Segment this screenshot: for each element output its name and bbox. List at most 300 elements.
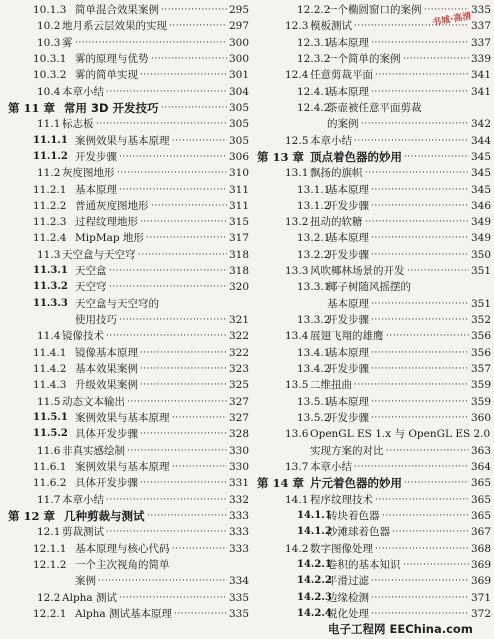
toc-entry-number: 11.2 xyxy=(37,167,61,180)
toc-entry xyxy=(255,590,494,606)
toc-dot-leader xyxy=(404,149,469,165)
toc-entry xyxy=(255,247,494,263)
toc-entry-page: 357 xyxy=(470,363,491,376)
toc-dot-leader xyxy=(127,443,227,459)
toc-entry-number: 13.1.2 xyxy=(297,199,331,212)
toc-dot-leader xyxy=(365,214,469,230)
toc-entry-number: 14.2 xyxy=(285,542,309,555)
toc-entry-page: 351 xyxy=(470,265,491,278)
toc-entry-page: 345 xyxy=(470,150,491,163)
toc-entry-number: 11.2.2 xyxy=(33,199,67,212)
toc-entry xyxy=(255,377,494,393)
toc-dot-leader xyxy=(106,328,227,344)
toc-dot-leader xyxy=(354,459,469,475)
toc-entry-number: 12.5 xyxy=(285,134,309,147)
toc-entry xyxy=(0,492,253,508)
toc-entry xyxy=(0,165,253,181)
toc-dot-leader xyxy=(371,230,469,246)
toc-entry-number: 10.1.3 xyxy=(33,4,67,16)
toc-entry-page: 369 xyxy=(470,575,491,588)
toc-entry-number: 12.2.2 xyxy=(297,4,331,16)
toc-entry-page: 315 xyxy=(228,216,249,229)
toc-entry xyxy=(255,410,494,426)
toc-entry-page: 306 xyxy=(228,150,249,163)
toc-entry-title: 基本原理与核心代码 xyxy=(75,542,170,555)
toc-entry-number: 12.3.2 xyxy=(297,52,331,65)
toc-entry-number: 12.3 xyxy=(285,20,309,33)
toc-right-column xyxy=(255,0,494,639)
toc-entry xyxy=(255,67,494,83)
toc-dot-leader xyxy=(140,214,227,230)
toc-entry-number: 11.5 xyxy=(37,395,61,408)
toc-entry-title: 雾的原理与优势 xyxy=(75,52,149,65)
toc-entry-number: 14.1.2 xyxy=(297,526,332,538)
toc-entry-number: 11.1 xyxy=(37,118,61,131)
toc-entry-page: 371 xyxy=(470,591,491,604)
toc-dot-leader xyxy=(119,590,227,606)
toc-entry-page: 349 xyxy=(470,216,491,229)
toc-entry xyxy=(255,182,494,198)
toc-entry xyxy=(0,475,253,491)
toc-entry xyxy=(0,312,253,328)
toc-entry-page: 372 xyxy=(470,607,491,620)
toc-entry-number: 13.1.1 xyxy=(297,183,331,196)
toc-entry-page: 368 xyxy=(470,542,491,555)
toc-entry-page: 300 xyxy=(228,36,249,49)
toc-dot-leader xyxy=(371,590,469,606)
toc-entry-title: 非真实感绘制 xyxy=(62,444,125,457)
toc-entry-title: 展翅飞翔的雄鹰 xyxy=(310,330,384,343)
toc-entry-title: 基本原理 xyxy=(327,183,369,196)
toc-entry xyxy=(0,35,253,51)
toc-entry-page: 337 xyxy=(470,36,491,49)
toc-entry-title: 本章小结 xyxy=(310,134,352,147)
toc-entry-title: 开发步骤 xyxy=(327,314,369,327)
toc-entry-title: 开发步骤 xyxy=(75,150,117,163)
toc-dot-leader xyxy=(371,361,469,377)
toc-entry xyxy=(255,296,494,312)
toc-dot-leader xyxy=(386,328,469,344)
toc-entry-number: 14.2.1 xyxy=(297,558,332,570)
toc-entry-number: 13.5.1 xyxy=(297,395,331,408)
toc-entry xyxy=(0,182,253,198)
toc-entry-page: 337 xyxy=(470,20,491,33)
toc-entry xyxy=(0,51,253,67)
toc-dot-leader xyxy=(371,182,469,198)
toc-entry-page: 328 xyxy=(228,428,249,441)
toc-entry-page: 341 xyxy=(470,85,491,98)
toc-dot-leader xyxy=(371,312,469,328)
toc-entry-page: 300 xyxy=(228,52,249,65)
toc-entry-title: 镜像基本原理 xyxy=(75,346,138,359)
toc-entry-title: 椰子树随风摇摆的 xyxy=(327,281,411,294)
toc-entry xyxy=(255,84,494,100)
toc-entry xyxy=(0,247,253,263)
toc-entry-title: 基本效果案例 xyxy=(75,363,138,376)
toc-entry-number: 14.1 xyxy=(285,493,309,506)
toc-entry xyxy=(0,100,253,116)
toc-entry xyxy=(255,524,494,540)
toc-entry xyxy=(0,410,253,426)
toc-dot-leader xyxy=(140,377,227,393)
toc-entry-page: 364 xyxy=(470,460,491,473)
toc-entry-title: 开发步骤 xyxy=(327,412,369,424)
toc-entry-page: 331 xyxy=(228,477,249,490)
toc-dot-leader xyxy=(147,508,227,524)
toc-entry-title: 一个椭圆窗口的案例 xyxy=(327,4,422,16)
toc-entry-title: 本章小结 xyxy=(310,460,352,473)
toc-entry-number: 13.5 xyxy=(285,379,309,392)
toc-dot-leader xyxy=(375,492,469,508)
toc-entry-number: 12.4 xyxy=(285,69,309,82)
toc-entry-number: 13.6 xyxy=(285,428,309,441)
toc-entry-number: 11.2.4 xyxy=(33,232,67,245)
toc-entry-title: 基本原理 xyxy=(327,346,369,359)
toc-dot-leader xyxy=(354,377,469,393)
toc-entry-number: 10.3.1 xyxy=(33,52,67,65)
toc-dot-leader xyxy=(109,263,227,279)
toc-dot-leader xyxy=(375,541,469,557)
toc-entry-number: 11.1.1 xyxy=(33,134,68,146)
toc-entry-title: 一个主次视角的简单 xyxy=(75,558,170,571)
toc-entry xyxy=(0,590,253,606)
toc-entry xyxy=(255,133,494,149)
toc-entry-title: 基本原理 xyxy=(327,36,369,49)
toc-entry-page: 335 xyxy=(228,607,249,620)
toc-dot-leader xyxy=(119,149,227,165)
toc-entry xyxy=(255,51,494,67)
toc-dot-leader xyxy=(371,394,469,410)
toc-entry-number: 13.2.2 xyxy=(297,248,331,261)
toc-dot-leader xyxy=(127,394,227,410)
toc-entry-title: 基本原理 xyxy=(327,395,369,408)
toc-entry-number: 10.3.2 xyxy=(33,69,67,82)
toc-entry xyxy=(255,557,494,573)
toc-entry-page: 351 xyxy=(470,297,491,310)
toc-dot-leader xyxy=(172,459,227,475)
toc-entry-title: 扭动的软糖 xyxy=(310,216,363,229)
toc-dot-leader xyxy=(371,573,469,589)
toc-entry xyxy=(0,345,253,361)
toc-entry-number: 14.2.4 xyxy=(297,607,332,619)
toc-dot-leader xyxy=(403,51,469,67)
toc-entry-number: 11.7 xyxy=(37,493,61,506)
toc-entry-title: 开发步骤 xyxy=(327,248,369,261)
toc-entry-number: 11.1.2 xyxy=(33,150,68,162)
toc-dot-leader xyxy=(371,247,469,263)
toc-dot-leader xyxy=(382,508,469,524)
toc-entry-page: 365 xyxy=(470,509,491,522)
toc-dot-leader xyxy=(172,410,227,426)
toc-entry-page: 305 xyxy=(228,118,249,131)
watermark-stamp: 书城·高清 xyxy=(431,11,473,29)
toc-entry-title: 任意剪裁平面 xyxy=(310,69,373,82)
toc-entry xyxy=(255,345,494,361)
toc-entry-title: 茶壶被任意平面剪裁 xyxy=(327,101,422,114)
toc-entry-number: 12.1.2 xyxy=(33,558,67,571)
toc-entry xyxy=(0,573,253,589)
toc-entry xyxy=(255,198,494,214)
toc-entry-page: 333 xyxy=(228,509,249,522)
toc-entry-page: 360 xyxy=(470,412,491,424)
toc-entry-title: 案例效果与基本原理 xyxy=(75,412,170,424)
toc-entry-number: 11.6.1 xyxy=(33,460,67,473)
toc-dot-leader xyxy=(140,475,227,491)
toc-entry-title: 本章小结 xyxy=(62,85,104,98)
toc-entry-page: 345 xyxy=(470,183,491,196)
toc-dot-leader xyxy=(140,67,227,83)
toc-entry-number: 11.3.3 xyxy=(33,297,68,309)
toc-dot-leader xyxy=(98,573,227,589)
toc-entry xyxy=(255,426,494,442)
toc-entry-number: 12.4.2 xyxy=(297,101,331,114)
toc-entry-title: 过程纹理地形 xyxy=(75,216,138,229)
toc-entry-title: 使用技巧 xyxy=(75,314,117,327)
toc-entry xyxy=(255,394,494,410)
toc-entry-title: 边缘检测 xyxy=(327,591,369,604)
toc-entry-number: 13.1 xyxy=(285,167,309,180)
toc-dot-leader xyxy=(403,557,469,573)
toc-dot-leader xyxy=(106,524,227,540)
toc-entry-number: 13.4 xyxy=(285,330,309,343)
toc-entry-page: 332 xyxy=(228,493,249,506)
toc-entry-page: 365 xyxy=(470,477,491,490)
toc-entry-title: 数字图像处理 xyxy=(310,542,373,555)
toc-entry-page: 333 xyxy=(228,542,249,555)
toc-entry xyxy=(0,557,253,573)
toc-entry-page: 311 xyxy=(228,183,249,196)
toc-entry xyxy=(0,541,253,557)
toc-entry-title: 沙滩球着色器 xyxy=(327,526,390,539)
toc-dot-leader xyxy=(106,492,227,508)
toc-entry-title: 天空盒与天空穹的 xyxy=(75,297,159,310)
toc-entry-page: 365 xyxy=(470,493,491,506)
toc-entry-number: 13.4.1 xyxy=(297,346,331,359)
toc-entry-title: 基本原理 xyxy=(327,232,369,245)
toc-entry-number: 14.1.1 xyxy=(297,509,332,521)
toc-dot-leader xyxy=(106,84,227,100)
toc-entry-number: 13.2.1 xyxy=(297,232,331,245)
toc-entry-number: 第 13 章 xyxy=(257,149,305,164)
toc-entry-page: 322 xyxy=(228,330,249,343)
toc-entry xyxy=(255,573,494,589)
toc-dot-leader xyxy=(361,116,469,132)
toc-entry xyxy=(0,279,253,295)
toc-entry-title: OpenGL ES 1.x 与 OpenGL ES 2.0 xyxy=(310,428,491,441)
toc-entry-page: 349 xyxy=(470,232,491,245)
toc-entry xyxy=(0,198,253,214)
toc-entry-title: 一个简单的案例 xyxy=(327,52,401,65)
toc-entry-title: Alpha 测试基本原理 xyxy=(75,607,173,620)
toc-entry-title: MipMap 地形 xyxy=(75,232,144,245)
toc-entry-title: 案例效果与基本原理 xyxy=(75,460,170,473)
toc-entry-page: 333 xyxy=(228,526,249,539)
toc-dot-leader xyxy=(161,2,227,18)
toc-entry-page: 311 xyxy=(228,199,249,212)
toc-entry-number: 第 12 章 xyxy=(8,508,56,523)
toc-dot-leader xyxy=(371,410,469,426)
toc-entry xyxy=(0,214,253,230)
toc-dot-leader xyxy=(365,165,469,181)
toc-entry-number: 10.4 xyxy=(37,85,61,98)
toc-entry-page: 345 xyxy=(470,167,491,180)
toc-entry-title: 雾的简单实现 xyxy=(75,69,138,82)
toc-dot-leader xyxy=(371,198,469,214)
toc-entry-number: 第 14 章 xyxy=(257,476,305,491)
toc-entry-title: 标志板 xyxy=(62,118,94,131)
toc-entry-title: 基本原理 xyxy=(327,85,369,98)
toc-entry xyxy=(0,67,253,83)
toc-entry-page: 321 xyxy=(228,314,249,327)
toc-entry xyxy=(255,35,494,51)
toc-entry-page: 350 xyxy=(470,248,491,261)
toc-entry-title: 灰度图地形 xyxy=(62,167,115,180)
toc-entry-number: 11.5.2 xyxy=(33,428,68,440)
toc-entry-page: 352 xyxy=(470,314,491,327)
toc-entry-number: 10.2 xyxy=(37,20,61,33)
toc-entry-page: 305 xyxy=(228,134,249,147)
toc-dot-leader xyxy=(354,133,469,149)
toc-entry-page: 304 xyxy=(228,85,249,98)
toc-entry-page: 359 xyxy=(470,379,491,392)
toc-entry-page: 305 xyxy=(228,101,249,114)
toc-dot-leader xyxy=(375,67,469,83)
toc-entry xyxy=(0,84,253,100)
toc-entry-page: 301 xyxy=(228,69,249,82)
toc-entry-page: 341 xyxy=(470,69,491,82)
toc-entry-number: 14.2.2 xyxy=(297,575,332,587)
toc-entry xyxy=(255,459,494,475)
toc-entry-title: 飘扬的旗帜 xyxy=(310,167,363,180)
toc-entry xyxy=(0,508,253,524)
toc-dot-leader xyxy=(151,198,227,214)
toc-entry xyxy=(0,459,253,475)
toc-dot-leader xyxy=(371,35,469,51)
toc-dot-leader xyxy=(138,247,227,263)
toc-entry xyxy=(0,133,253,149)
toc-dot-leader xyxy=(392,524,469,540)
toc-dot-leader xyxy=(140,361,227,377)
toc-entry xyxy=(0,2,253,18)
toc-entry-title: 地月系云层效果的实现 xyxy=(62,20,167,33)
toc-entry-number: 14.2.3 xyxy=(297,591,332,603)
toc-entry-title: 顶点着色器的妙用 xyxy=(310,149,402,164)
toc-entry xyxy=(0,361,253,377)
toc-entry xyxy=(0,18,253,34)
toc-dot-leader xyxy=(172,541,227,557)
toc-entry-number: 13.2 xyxy=(285,216,309,229)
toc-dot-leader xyxy=(146,230,227,246)
toc-entry-title: 片元着色器的妙用 xyxy=(310,476,402,491)
toc-dot-leader xyxy=(407,263,469,279)
toc-dot-leader xyxy=(371,84,469,100)
toc-entry-number: 10.3 xyxy=(37,36,61,49)
toc-entry-number: 11.4 xyxy=(37,330,61,343)
toc-entry-title: 动态文本输出 xyxy=(62,395,125,408)
toc-entry-page: 339 xyxy=(470,52,491,65)
toc-entry-title: 开发步骤 xyxy=(327,199,369,212)
toc-entry-number: 11.4.1 xyxy=(33,346,67,359)
toc-entry-title: 基本原理 xyxy=(75,183,117,196)
toc-dot-leader xyxy=(371,345,469,361)
toc-entry-number: 13.3.1 xyxy=(297,281,331,294)
toc-entry-title: 镜像技术 xyxy=(62,330,104,343)
toc-entry-page: 356 xyxy=(470,346,491,359)
toc-entry-title: 天空盒 xyxy=(75,265,107,278)
toc-entry-number: 11.3.1 xyxy=(33,265,68,277)
toc-dot-leader xyxy=(169,18,227,34)
toc-entry-page: 318 xyxy=(228,265,249,278)
toc-entry-page: 335 xyxy=(228,591,249,604)
toc-entry-number: 11.3 xyxy=(37,248,61,261)
toc-entry-page: 335 xyxy=(470,4,491,16)
toc-entry xyxy=(0,377,253,393)
toc-entry xyxy=(255,443,494,459)
toc-entry-title: 二维扭曲 xyxy=(310,379,352,392)
toc-entry-title: 剪裁测试 xyxy=(62,526,104,539)
toc-entry xyxy=(255,541,494,557)
toc-entry-number: 11.6 xyxy=(37,444,61,457)
toc-dot-leader xyxy=(140,426,227,442)
toc-entry-number: 11.4.2 xyxy=(33,363,67,376)
toc-entry xyxy=(255,492,494,508)
toc-entry xyxy=(255,328,494,344)
toc-entry-number: 12.3.1 xyxy=(297,36,331,49)
toc-entry-title: 模板测试 xyxy=(310,20,352,33)
toc-dot-leader xyxy=(404,475,469,491)
toc-entry xyxy=(255,230,494,246)
toc-entry-number: 13.3 xyxy=(285,265,309,278)
toc-entry-title: 简单混合效果案例 xyxy=(75,4,159,16)
toc-dot-leader xyxy=(96,116,227,132)
toc-entry-number: 12.2.1 xyxy=(33,607,67,620)
toc-entry-page: 310 xyxy=(228,167,249,180)
toc-entry-number: 12.1 xyxy=(37,526,61,539)
toc-entry-page: 344 xyxy=(470,134,491,147)
toc-entry xyxy=(0,230,253,246)
toc-entry xyxy=(0,606,253,622)
toc-dot-leader xyxy=(172,133,227,149)
toc-entry-title: 卷积的基本知识 xyxy=(327,558,401,571)
toc-entry-page: 323 xyxy=(228,363,249,376)
toc-entry xyxy=(0,524,253,540)
toc-entry-page: 320 xyxy=(228,281,249,294)
toc-dot-leader xyxy=(75,35,227,51)
toc-entry xyxy=(0,296,253,312)
toc-entry xyxy=(0,443,253,459)
toc-entry-page: 330 xyxy=(228,444,249,457)
toc-entry-title: Alpha 测试 xyxy=(62,591,118,604)
toc-entry xyxy=(255,606,494,622)
toc-entry xyxy=(255,214,494,230)
toc-entry-title: 案例效果与基本原理 xyxy=(75,134,170,147)
toc-entry-number: 12.2 xyxy=(37,591,61,604)
toc-dot-leader xyxy=(117,165,227,181)
toc-entry-page: 367 xyxy=(470,526,491,539)
toc-entry xyxy=(255,165,494,181)
toc-entry xyxy=(255,312,494,328)
toc-entry-page: 330 xyxy=(228,460,249,473)
toc-entry-title: 基本原理 xyxy=(327,297,369,310)
site-watermark: 电子工程网 EEChina.com xyxy=(328,622,473,636)
toc-dot-leader xyxy=(109,279,227,295)
toc-entry xyxy=(0,426,253,442)
toc-entry-number: 第 11 章 xyxy=(8,100,56,115)
toc-entry-page: 363 xyxy=(470,444,491,457)
toc-entry-number: 11.5.1 xyxy=(33,412,68,423)
toc-entry-title: 风吹椰林场景的开发 xyxy=(310,265,405,278)
toc-entry xyxy=(255,263,494,279)
